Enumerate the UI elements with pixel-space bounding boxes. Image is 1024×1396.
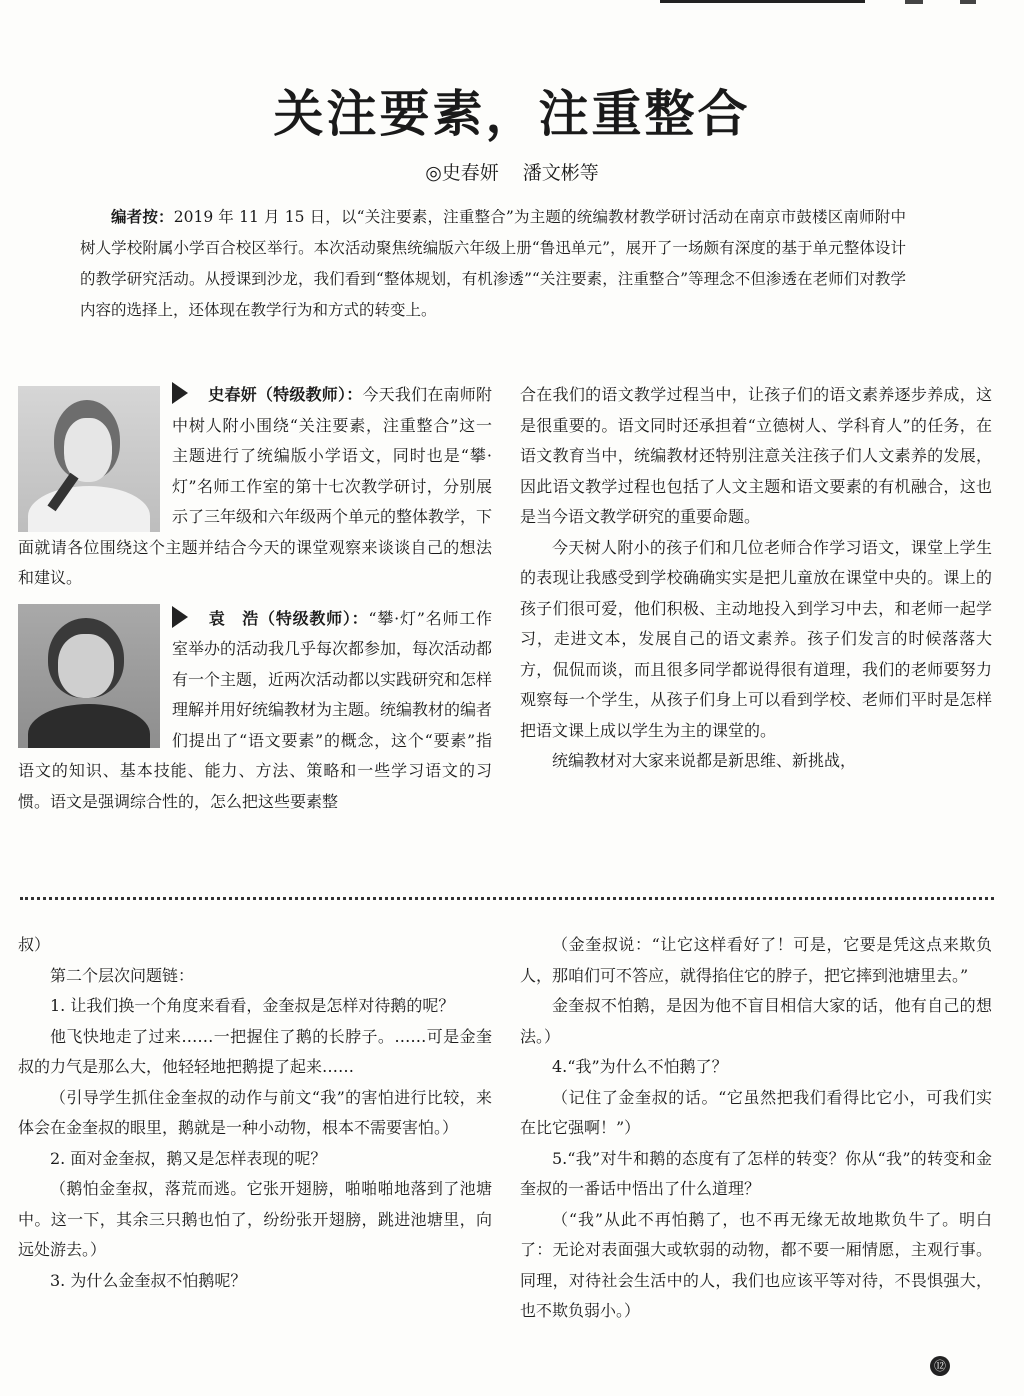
paragraph: 金奎叔不怕鹅，是因为他不盲目相信大家的话，他有自己的想法。） xyxy=(520,996,992,1046)
editor-note-text: 2019 年 11 月 15 日，以“关注要素，注重整合”为主题的统编教材教学研讨活动在南京市鼓楼区南师附中树人学校附属小学百合校区举行。本次活动聚焦统编版六年级上册“鲁迅单元”，展开了一场颇有深度的基于单元整体设计的教学研究活动。从授课到沙龙，我们看到“整体规划，有机渗透”“关注要素，注重整合”等理念不但渗透在老师们对教学内容的选择上，还体现在教学行为和方式的转变上。 xyxy=(80,208,906,319)
speaker-photo xyxy=(18,386,160,532)
paragraph: 他飞快地走了过来……一把握住了鹅的长脖子。……可是金奎叔的力气是那么大，他轻轻地把鹅提了起来…… xyxy=(18,1026,492,1076)
speaker-name: 史春妍（特级教师）： xyxy=(208,385,363,404)
paragraph: （记住了金奎叔的话。“它虽然把我们看得比它小，可我们实在比它强啊！”） xyxy=(520,1087,992,1137)
paragraph: 叔） xyxy=(18,935,51,954)
header-mark xyxy=(960,0,976,4)
author-name: 史春妍 xyxy=(441,162,499,184)
paragraph: （引导学生抓住金奎叔的动作与前文“我”的害怕进行比较，来体会在金奎叔的眼里，鹅就是一种小动物，根本不需要害怕。） xyxy=(18,1087,492,1137)
editor-note xyxy=(80,202,906,326)
paragraph: 1. 让我们换一个角度来看看，金奎叔是怎样对待鹅的呢？ xyxy=(50,996,455,1015)
paragraph: （鹅怕金奎叔，落荒而逃。它张开翅膀，啪啪啪地落到了池塘中。这一下，其余三只鹅也怕了，纷纷张开翅膀，跳进池塘里，向远处游去。） xyxy=(18,1179,492,1259)
upper-right-column xyxy=(520,380,992,777)
paragraph: 合在我们的语文教学过程当中，让孩子们的语文素养逐步养成，这是很重要的。语文同时还承担着“立德树人、学科育人”的任务，在语文教育当中，统编教材还特别注意关注孩子们人文素养的发展，因此语文教学过程也包括了人文主题和语文要素的有机融合，这也是当今语文教学研究的重要命题。 xyxy=(520,385,992,526)
article-authors xyxy=(0,158,1024,188)
paragraph: 今天树人附小的孩子们和几位老师合作学习语文，课堂上学生的表现让我感受到学校确确实实是把儿童放在课堂中央的。课上的孩子们很可爱，他们积极、主动地投入到学习中去，和老师一起学习，走进文本，发展自己的语文素养。孩子们发言的时候落落大方，侃侃而谈，而且很多同学都说得很有道理，我们的老师要努力观察每一个学生，从孩子们身上可以看到学校、老师们平时是怎样把语文课上成以学生为主的课堂的。 xyxy=(520,537,992,740)
paragraph: 第二个层次问题链： xyxy=(50,965,195,985)
paragraph: （金奎叔说：“让它这样看好了！可是，它要是凭这点来欺负人，那咱们可不答应，就得掐住它的脖子，把它摔到池塘里去。” xyxy=(520,935,992,985)
speaker-text: 今天我们在南师附中树人附小围绕“关注要素，注重整合”这一主题进行了统编版小学语文，同时也是“攀·灯”名师工作室的第十七次教学研讨，分别展示了三年级和六年级两个单元的整体教学，下面就请各位围绕这个主题并结合今天的课堂观察来谈谈自己的想法和建议。 xyxy=(18,385,493,587)
article-title: 关注要素，注重整合 xyxy=(273,84,751,143)
paragraph: 2. 面对金奎叔，鹅又是怎样表现的呢？ xyxy=(50,1148,327,1168)
header-rule xyxy=(660,0,865,3)
section-divider xyxy=(20,897,994,900)
author-prefix: ◎ xyxy=(425,162,442,184)
speaker-photo xyxy=(18,604,160,748)
paragraph: 5.“我”对牛和鹅的态度有了怎样的转变？你从“我”的转变和金奎叔的一番话中悟出了什么道理？ xyxy=(520,1148,992,1198)
paragraph: 4.“我”为什么不怕鹅了？ xyxy=(552,1057,728,1076)
speaker-text: “攀·灯”名师工作室举办的活动我几乎每次都参加，每次活动都有一个主题，近两次活动都以实践研究和怎样理解并用好统编教材为主题。统编教材的编者们提出了“语文要素”的概念，这个“要素”指语文的知识、基本技能、能力、方法、策略和一些学习语文的习惯。语文是强调综合性的，怎么把这些要素整 xyxy=(18,608,493,811)
paragraph: 统编教材对大家来说都是新思维、新挑战， xyxy=(552,751,857,770)
paragraph: （“我”从此不再怕鹅了，也不再无缘无故地欺负牛了。明白了：无论对表面强大或软弱的动物，都不要一厢情愿，主观行事。同理，对待社会生活中的人，我们也应该平等对待，不畏惧强大，也不欺负弱小。） xyxy=(520,1209,992,1320)
editor-note-label: 编者按： xyxy=(111,208,174,226)
upper-left-column xyxy=(18,380,492,817)
speaker-name: 袁 浩（特级教师）： xyxy=(208,608,369,628)
author-name: 潘文彬等 xyxy=(522,162,599,184)
lower-right-column xyxy=(520,930,992,1327)
lower-left-column xyxy=(18,930,492,1296)
paragraph: 3. 为什么金奎叔不怕鹅呢？ xyxy=(50,1270,247,1290)
end-mark-icon: ⑫ xyxy=(930,1356,950,1376)
header-mark xyxy=(905,0,923,4)
arrow-icon xyxy=(172,606,188,628)
arrow-icon xyxy=(172,382,188,404)
